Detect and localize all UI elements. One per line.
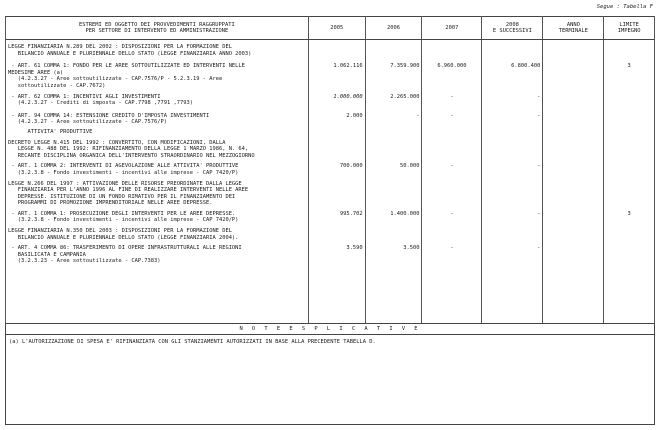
- table-row: [6, 90, 655, 107]
- row-description: DECRETO LEGGE N.415 DEL 1992 : CONVERTITO, CON MODIFICAZIONI, DALLA LEGGE N. 488 DEL 1992: RIFINANZIAMENTO DELLA LEGGE 1 MARZO 1986, N. 64, RECANTE DISCIPLINA ORGANICA DELL'INTERVENTO STRAORDINARIO NEL MEZZOGIORNO: [6, 136, 309, 160]
- value-2006: [365, 40, 422, 58]
- value-2005: 1.000.000: [308, 90, 365, 107]
- value-limite-impegno: [604, 40, 655, 58]
- value-2008: -: [482, 207, 543, 224]
- table-row: [6, 107, 655, 126]
- table-row: [6, 136, 655, 160]
- value-2007: [422, 136, 482, 160]
- empty-cell: [482, 265, 543, 323]
- value-2007: -: [422, 241, 482, 265]
- value-2005: [308, 126, 365, 136]
- value-2007: [422, 126, 482, 136]
- value-2007: 6.960.000: [422, 57, 482, 89]
- row-description: LEGGE FINANZIARIA N.289 DEL 2002 : DISPOSIZIONI PER LA FORMAZIONE DEL BILANCIO ANNUALE E PLURIENNALE DELLO STATO (LEGGE FINANZIARIA ANNO 2003): [6, 40, 309, 58]
- value-2008: [482, 136, 543, 160]
- value-limite-impegno: [604, 107, 655, 126]
- row-description: LEGGE N.266 DEL 1997 : ATTIVAZIONE DELLE RISORSE PREORDINATE DALLA LEGGE FINANZIARIA PER L'ANNO 1996 AL FINE DI REALIZZARE INTERVENTI NELLE AREE DEPRESSE. ISTITUZIONE DI UN FONDO RIMATIVO PER IL FINANZIAMENTO DEI PROGRAMMI DI PROMOZIONE IMPRENDITORIALE NELLE AREE DEPRESSE.: [6, 177, 309, 207]
- value-2007: -: [422, 207, 482, 224]
- value-2005: [308, 224, 365, 241]
- value-2006: 1.400.000: [365, 207, 422, 224]
- row-description: - ART. 4 COMMA 86: TRASFERIMENTO DI OPERE INFRASTRUTTURALI ALLE REGIONI BASILICATA E CAMPANIA (3.2.3.23 - Aree sottoutilizzate - CAP.7383): [6, 241, 309, 265]
- value-2008: -: [482, 241, 543, 265]
- empty-cell: [604, 265, 655, 323]
- value-2006: -: [365, 107, 422, 126]
- header-limite-impegno: LIMITE IMPEGNO: [604, 17, 655, 40]
- value-2008: [482, 177, 543, 207]
- value-2008: -: [482, 159, 543, 176]
- value-2005: 2.000: [308, 107, 365, 126]
- value-2006: 50.000: [365, 159, 422, 176]
- row-description: - ART. 62 COMMA 1: INCENTIVI AGLI INVESTIMENTI (4.2.3.27 - Crediti di imposta - CAP.7798 ,7791 ,7793): [6, 90, 309, 107]
- table-row: [6, 159, 655, 176]
- filler-row: [6, 265, 655, 323]
- value-2008: -: [482, 107, 543, 126]
- value-2005: 3.590: [308, 241, 365, 265]
- provvedimenti-table: [5, 16, 655, 324]
- value-2006: 2.265.000: [365, 90, 422, 107]
- value-anno-terminale: [543, 126, 604, 136]
- value-2007: -: [422, 90, 482, 107]
- value-2005: 995.702: [308, 207, 365, 224]
- value-anno-terminale: [543, 241, 604, 265]
- notes-title: N O T E E S P L I C A T I V E: [6, 324, 654, 335]
- value-2005: [308, 136, 365, 160]
- value-2008: [482, 126, 543, 136]
- empty-cell: [6, 265, 309, 323]
- value-anno-terminale: [543, 224, 604, 241]
- header-description: ESTREMI ED OGGETTO DEI PROVVEDIMENTI RAGGRUPPATI PER SETTORE DI INTERVENTO ED AMMINISTRAZIONE: [6, 17, 309, 40]
- value-2006: 3.500: [365, 241, 422, 265]
- table-row: [6, 40, 655, 58]
- value-limite-impegno: [604, 126, 655, 136]
- value-2008: [482, 224, 543, 241]
- value-2007: [422, 40, 482, 58]
- empty-cell: [365, 265, 422, 323]
- page-reference: Segue : Tabella F: [596, 4, 653, 10]
- value-limite-impegno: [604, 224, 655, 241]
- value-anno-terminale: [543, 207, 604, 224]
- row-description: - ART. 94 COMMA 14: ESTENSIONE CREDITO D'IMPOSTA INVESTIMENTI (4.2.3.27 - Aree sottoutilizzate - CAP.7576/P): [6, 107, 309, 126]
- value-limite-impegno: [604, 136, 655, 160]
- value-2007: -: [422, 107, 482, 126]
- header-2006: 2006: [365, 17, 422, 40]
- table-row: [6, 241, 655, 265]
- table-row: [6, 207, 655, 224]
- value-limite-impegno: [604, 241, 655, 265]
- value-2007: -: [422, 159, 482, 176]
- value-anno-terminale: [543, 90, 604, 107]
- value-limite-impegno: [604, 177, 655, 207]
- header-2008: 2008 E SUCCESSIVI: [482, 17, 543, 40]
- table-row: [6, 177, 655, 207]
- value-2005: [308, 177, 365, 207]
- value-anno-terminale: [543, 57, 604, 89]
- value-2008: [482, 40, 543, 58]
- value-anno-terminale: [543, 177, 604, 207]
- value-2006: 7.359.900: [365, 57, 422, 89]
- notes-text: (a) L'AUTORIZZAZIONE DI SPESA E' RIFINANZIATA CON GLI STANZIAMENTI AUTORIZZATI IN BASE ALLA PRECEDENTE TABELLA D.: [9, 339, 376, 345]
- empty-cell: [422, 265, 482, 323]
- value-anno-terminale: [543, 40, 604, 58]
- value-anno-terminale: [543, 159, 604, 176]
- value-2008: -: [482, 90, 543, 107]
- row-description: - ART. 1 COMMA 2: INTERVENTI DI AGEVOLAZIONE ALLE ATTIVITA' PRODUTTIVE (3.2.3.8 - Fondo investimenti - incentivi alle imprese - CAP 7420/P): [6, 159, 309, 176]
- header-2005: 2005: [308, 17, 365, 40]
- empty-cell: [543, 265, 604, 323]
- value-anno-terminale: [543, 136, 604, 160]
- table-row: [6, 126, 655, 136]
- value-limite-impegno: [604, 90, 655, 107]
- row-description: LEGGE FINANZIARIA N.350 DEL 2003 : DISPOSIZIONI PER LA FORMAZIONE DEL BILANCIO ANNUALE E PLURIENNALE DELLO STATO (LEGGE FINANZIARIA 2004).: [6, 224, 309, 241]
- value-2008: 6.800.400: [482, 57, 543, 89]
- header-2007: 2007: [422, 17, 482, 40]
- value-2006: [365, 126, 422, 136]
- value-2006: [365, 224, 422, 241]
- value-2005: 700.000: [308, 159, 365, 176]
- value-2006: [365, 136, 422, 160]
- row-description: - ART. 1 COMMA 1: PROSECUZIONE DEGLI INTERVENTI PER LE AREE DEPRESSE. (3.2.3.8 - Fondo investimenti - incentivi alle imprese - CAP 7420/P): [6, 207, 309, 224]
- value-limite-impegno: 3: [604, 57, 655, 89]
- value-2005: [308, 40, 365, 58]
- value-limite-impegno: [604, 159, 655, 176]
- row-description: ATTIVITA' PRODUTTIVE: [6, 126, 309, 136]
- value-2006: [365, 177, 422, 207]
- value-limite-impegno: 3: [604, 207, 655, 224]
- value-2007: [422, 177, 482, 207]
- table-row: [6, 224, 655, 241]
- header-row: [6, 17, 655, 40]
- value-anno-terminale: [543, 107, 604, 126]
- notes-section: [5, 324, 655, 425]
- value-2005: 1.062.116: [308, 57, 365, 89]
- row-description: - ART. 61 COMMA 1: FONDO PER LE AREE SOTTOUTILIZZATE ED INTERVENTI NELLE MEDESIME AREE (a) (4.2.3.27 - Aree sottoutilizzate - CAP.7576/P - 5.2.3.19 - Aree sottoutilizzate - CAP.7672): [6, 57, 309, 89]
- empty-cell: [308, 265, 365, 323]
- table-row: [6, 57, 655, 89]
- value-2007: [422, 224, 482, 241]
- header-anno-terminale: ANNO TERMINALE: [543, 17, 604, 40]
